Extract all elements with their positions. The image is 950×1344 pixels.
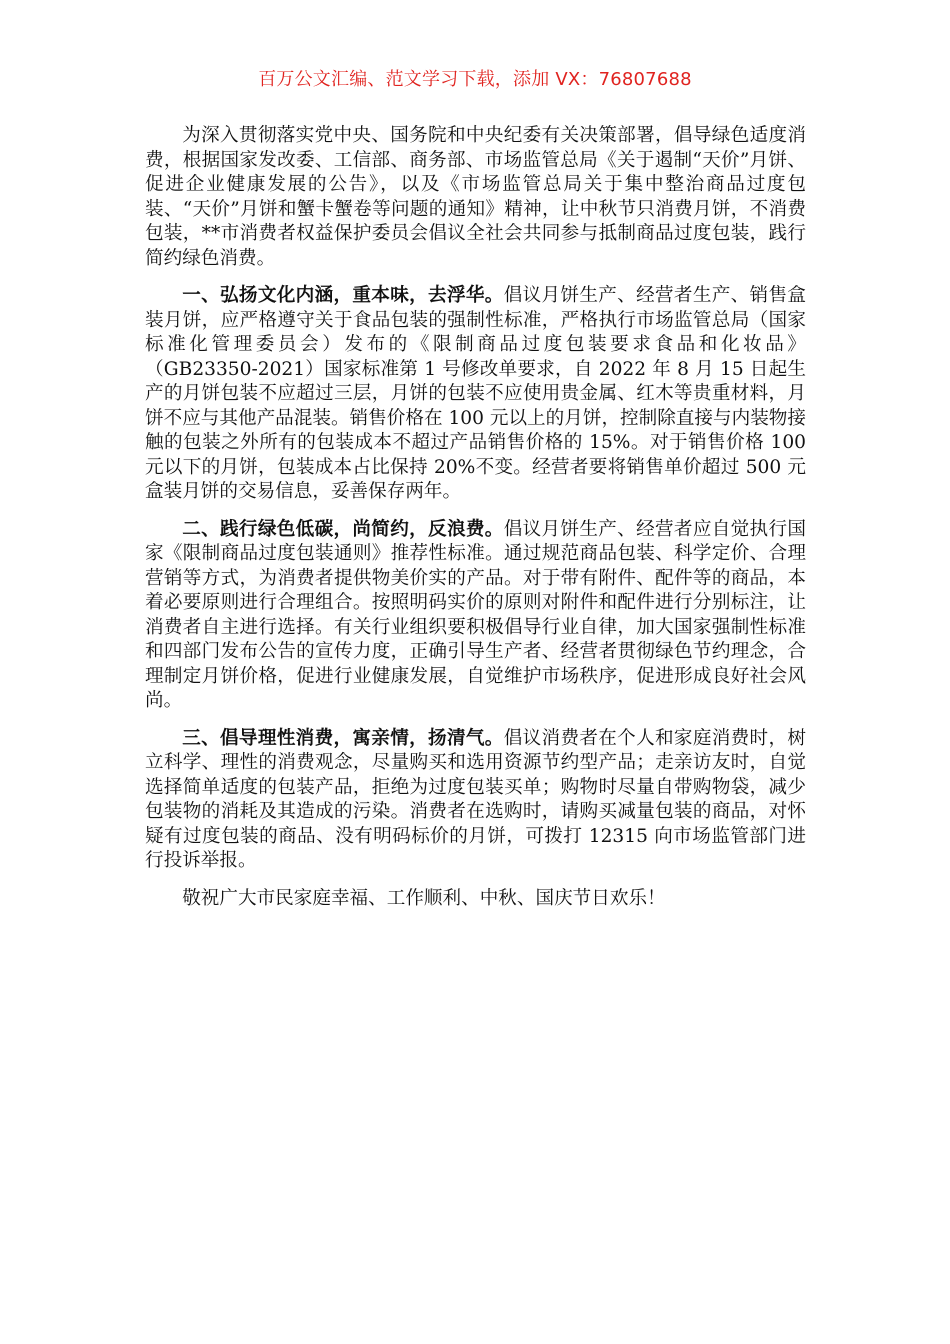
- header-watermark-note: 百万公文汇编、范文学习下载，添加 VX：76807688: [258, 69, 692, 90]
- section-body-3: 倡议消费者在个人和家庭消费时，树立科学、理性的消费观念，尽量购买和选用资源节约型产品；走亲访友时，自觉选择简单适度的包装产品，拒绝为过度包装买单；购物时尽量自带购物袋，减少包装物的消耗及其造成的污染。消费者在选购时，请购买减量包装的商品，对怀疑有过度包装的商品、没有明码标价的月饼，可拨打 12315 向市场监管部门进行投诉举报。: [145, 727, 806, 871]
- section-paragraph-2: [145, 518, 806, 714]
- section-paragraph-1: [145, 284, 806, 505]
- section-heading-3: 三、倡导理性消费，寓亲情，扬清气。: [182, 727, 504, 749]
- intro-paragraph: 为深入贯彻落实党中央、国务院和中央纪委有关决策部署，倡导绿色适度消费，根据国家发改委、工信部、商务部、市场监管总局《关于遏制“天价”月饼、促进企业健康发展的公告》，以及《市场监管总局关于集中整治商品过度包装、“天价”月饼和蟹卡蟹卷等问题的通知》精神，让中秋节只消费月饼，不消费包装，**市消费者权益保护委员会倡议全社会共同参与抵制商品过度包装，践行简约绿色消费。: [145, 125, 806, 269]
- section-heading-2: 二、践行绿色低碳，尚简约，反浪费。: [182, 518, 504, 540]
- section-body-1: 倡议月饼生产、经营者生产、销售盒装月饼，应严格遵守关于食品包装的强制性标准，严格执行市场监管总局（国家标准化管理委员会）发布的《限制商品过度包装要求食品和化妆品》（GB23350-2021）国家标准第 1 号修改单要求，自 2022 年 8 月 15 日起生产的月饼包装不应超过三层，月饼的包装不应使用贵金属、红木等贵重材料，月饼不应与其他产品混装。销售价格在 100 元以上的月饼，控制除直接与内装物接触的包装之外所有的包装成本不超过产品销售价格的 15%。对于销售价格 100 元以下的月饼，包装成本占比保持 20%不变。经营者要将销售单价超过 500 元盒装月饼的交易信息，妥善保存两年。: [145, 285, 806, 502]
- section-heading-1: 一、弘扬文化内涵，重本味，去浮华。: [182, 285, 504, 306]
- closing-paragraph: 敬祝广大市民家庭幸福、工作顺利、中秋、国庆节日欢乐！: [182, 887, 666, 909]
- section-paragraph-3: [145, 727, 806, 874]
- section-body-2: 倡议月饼生产、经营者应自觉执行国家《限制商品过度包装通则》推荐性标准。通过规范商品包装、科学定价、合理营销等方式，为消费者提供物美价实的产品。对于带有附件、配件等的商品，本着必要原则进行合理组合。按照明码实价的原则对附件和配件进行分别标注，让消费者自主进行选择。有关行业组织要积极倡导行业自律，加大国家强制性标准和四部门发布公告的宣传力度，正确引导生产者、经营者贯彻绿色节约理念，合理制定月饼价格，促进行业健康发展，自觉维护市场秩序，促进形成良好社会风尚。: [145, 518, 806, 711]
- document-body: [145, 124, 806, 911]
